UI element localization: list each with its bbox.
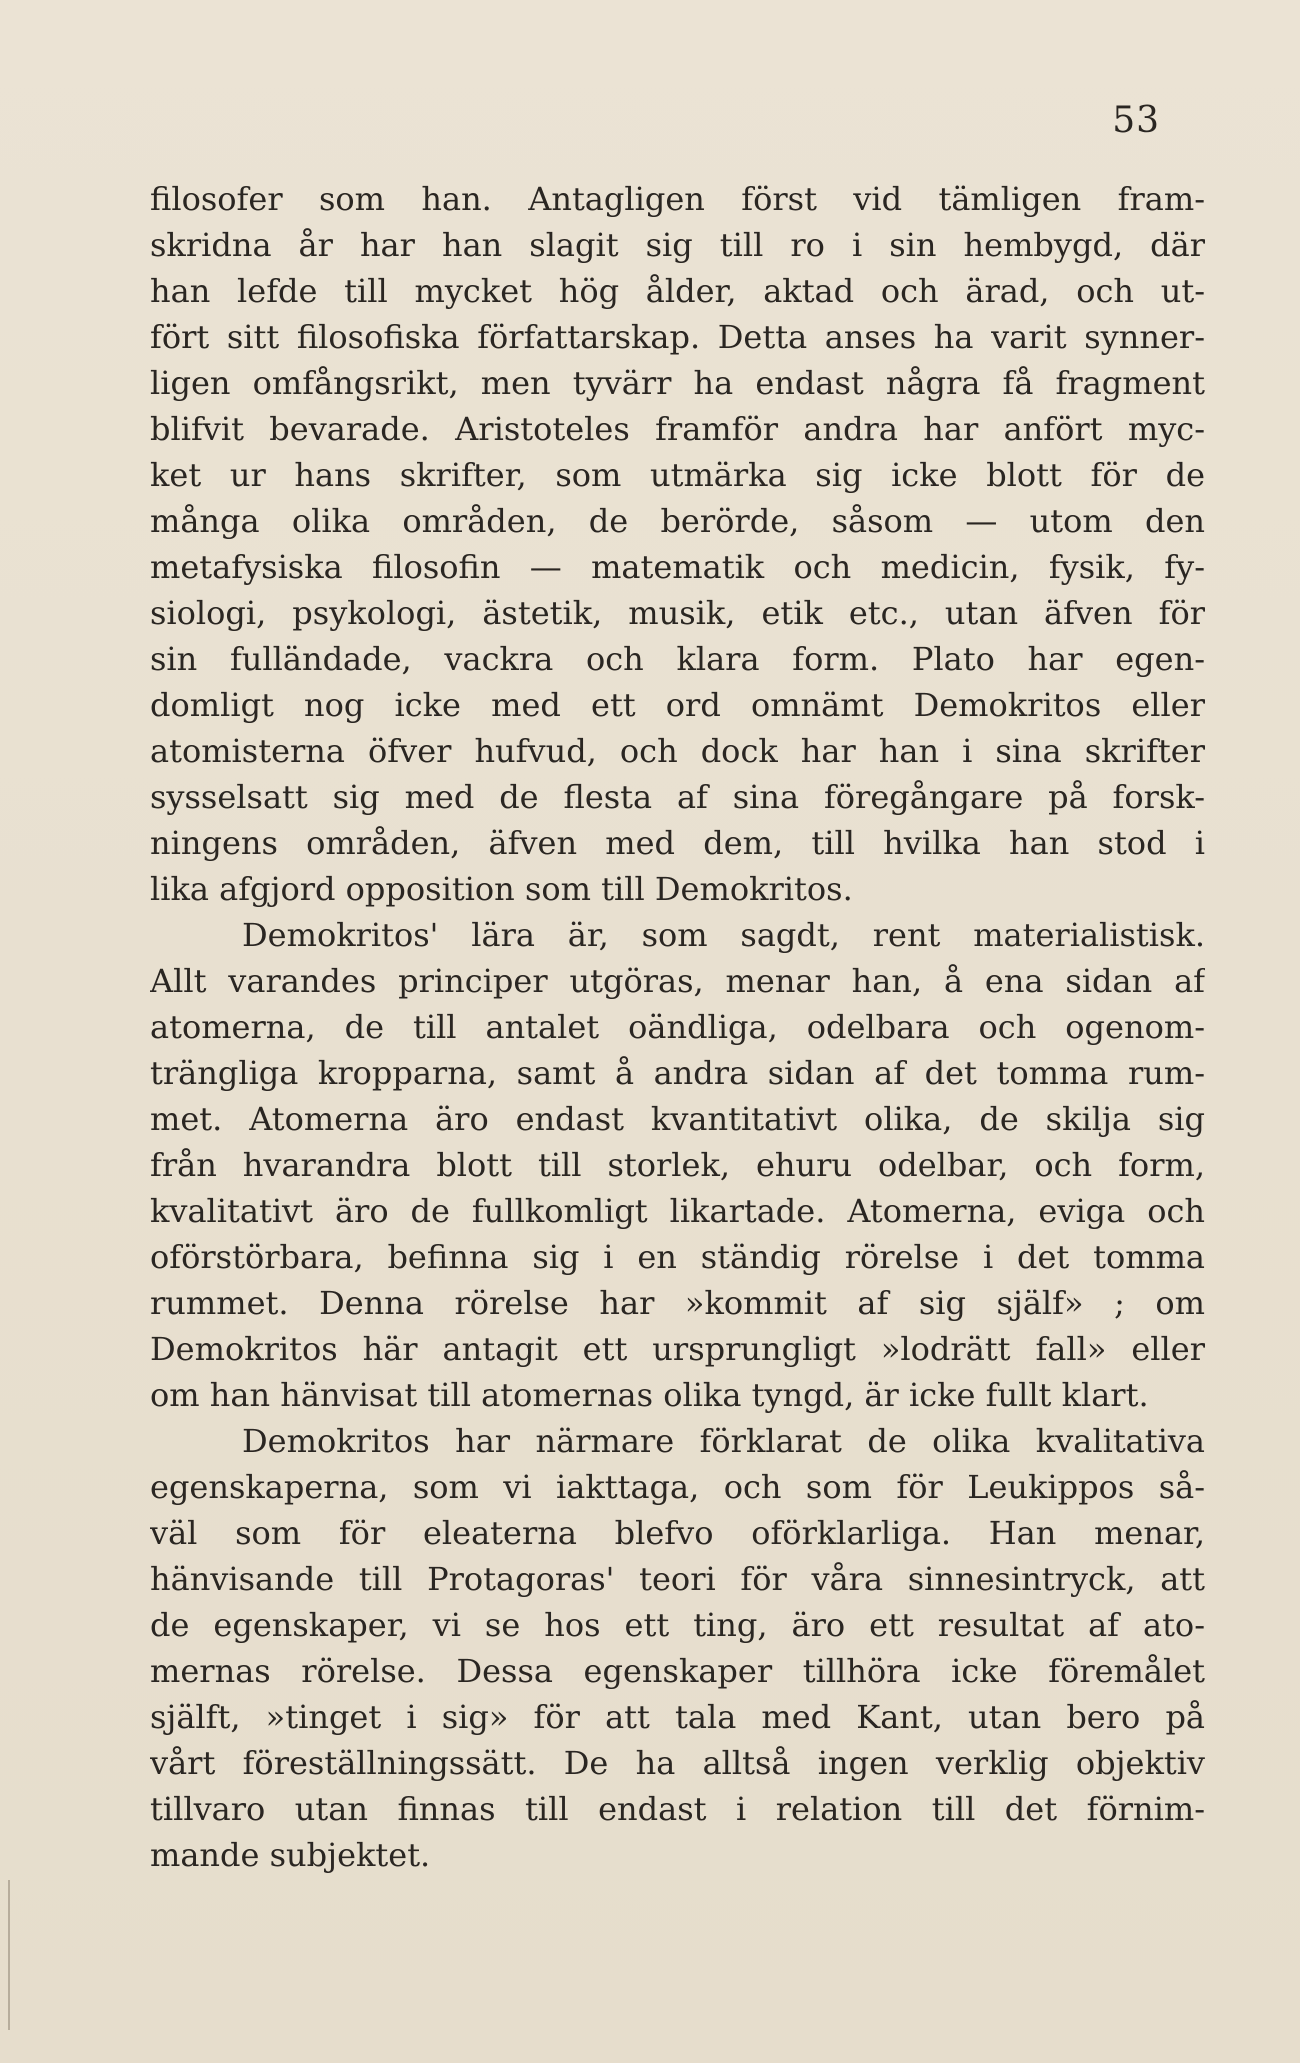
text-line: mande subjektet. bbox=[150, 1836, 431, 1874]
text-line: blifvit bevarade. Aristoteles framför andra har anfört myc- bbox=[150, 410, 1205, 448]
text-line: vårt föreställningssätt. De ha alltså ingen verklig objektiv bbox=[150, 1744, 1205, 1782]
text-line: egenskaperna, som vi iakttaga, och som för Leukippos så- bbox=[150, 1468, 1205, 1506]
text-line: han lefde till mycket hög ålder, aktad och ärad, och ut- bbox=[150, 272, 1205, 310]
text-line: met. Atomerna äro endast kvantitativt olika, de skilja sig bbox=[150, 1100, 1205, 1138]
text-line: trängliga kropparna, samt å andra sidan af det tomma rum- bbox=[150, 1054, 1205, 1092]
text-line: de egenskaper, vi se hos ett ting, äro ett resultat af ato- bbox=[150, 1606, 1205, 1644]
text-line: atomerna, de till antalet oändliga, odelbara och ogenom- bbox=[150, 1008, 1205, 1046]
text-line: ligen omfångsrikt, men tyvärr ha endast några få fragment bbox=[150, 364, 1205, 402]
text-line: Demokritos' lära är, som sagdt, rent materialistisk. bbox=[242, 916, 1205, 954]
text-line: lika afgjord opposition som till Demokritos. bbox=[150, 870, 853, 908]
text-line: sysselsatt sig med de flesta af sina föregångare på forsk- bbox=[150, 778, 1205, 816]
text-line: från hvarandra blott till storlek, ehuru odelbar, och form, bbox=[150, 1146, 1205, 1184]
text-line: Allt varandes principer utgöras, menar han, å ena sidan af bbox=[150, 962, 1205, 1000]
text-line: sin fulländade, vackra och klara form. Plato har egen- bbox=[150, 640, 1205, 678]
text-line: metafysiska filosofin — matematik och medicin, fysik, fy- bbox=[150, 548, 1205, 586]
text-line: ket ur hans skrifter, som utmärka sig icke blott för de bbox=[150, 456, 1205, 494]
text-line: filosofer som han. Antagligen först vid tämligen fram- bbox=[150, 180, 1205, 218]
text-line: atomisterna öfver hufvud, och dock har han i sina skrifter bbox=[150, 732, 1205, 770]
text-line: fört sitt filosofiska författarskap. Detta anses ha varit synner- bbox=[150, 318, 1205, 356]
text-line: oförstörbara, befinna sig i en ständig rörelse i det tomma bbox=[150, 1238, 1205, 1276]
text-line: om han hänvisat till atomernas olika tyngd, är icke fullt klart. bbox=[150, 1376, 1149, 1414]
text-line: hänvisande till Protagoras' teori för våra sinnesintryck, att bbox=[150, 1560, 1205, 1598]
page-edge-mark bbox=[8, 1880, 10, 2030]
text-line: väl som för eleaterna blefvo oförklarliga. Han menar, bbox=[150, 1514, 1205, 1552]
text-line: Demokritos har närmare förklarat de olika kvalitativa bbox=[242, 1422, 1205, 1460]
page-number: 53 bbox=[1112, 100, 1160, 141]
text-line: ningens områden, äfven med dem, till hvilka han stod i bbox=[150, 824, 1205, 862]
text-line: skridna år har han slagit sig till ro i sin hembygd, där bbox=[150, 226, 1205, 264]
text-line: rummet. Denna rörelse har »kommit af sig själf» ; om bbox=[150, 1284, 1205, 1322]
text-line: siologi, psykologi, ästetik, musik, etik etc., utan äfven för bbox=[150, 594, 1205, 632]
text-line: kvalitativt äro de fullkomligt likartade. Atomerna, eviga och bbox=[150, 1192, 1205, 1230]
text-line: själft, »tinget i sig» för att tala med Kant, utan bero på bbox=[150, 1698, 1205, 1736]
text-line: Demokritos här antagit ett ursprungligt »lodrätt fall» eller bbox=[150, 1330, 1205, 1368]
text-line: domligt nog icke med ett ord omnämt Demokritos eller bbox=[150, 686, 1205, 724]
text-line: tillvaro utan finnas till endast i relation till det förnim- bbox=[150, 1790, 1205, 1828]
text-line: många olika områden, de berörde, såsom — utom den bbox=[150, 502, 1205, 540]
body-text bbox=[150, 176, 1205, 1878]
text-line: mernas rörelse. Dessa egenskaper tillhöra icke föremålet bbox=[150, 1652, 1205, 1690]
